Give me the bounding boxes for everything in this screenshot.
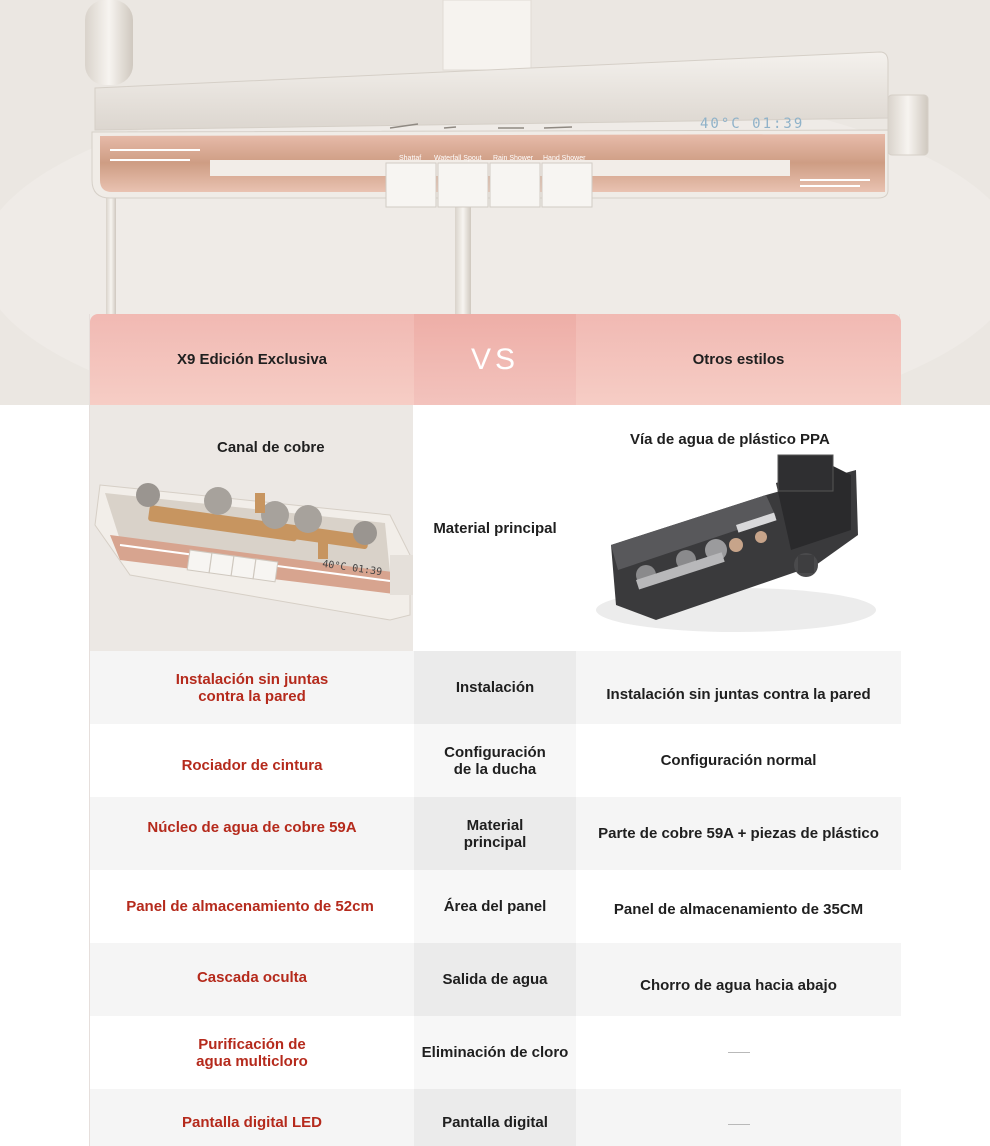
copper-channel-image — [90, 405, 413, 651]
row4-left: Panel de almacenamiento de 52cm — [90, 870, 414, 943]
header-right: Otros estilos — [576, 314, 901, 405]
row1-right: Instalación sin juntas contra la pared — [576, 651, 901, 724]
row4-right: Panel de almacenamiento de 35CM — [576, 870, 901, 943]
row5-left: Cascada oculta — [90, 943, 414, 1016]
row3-left: Núcleo de agua de cobre 59A — [90, 797, 414, 870]
row7-right-dash — [728, 1124, 750, 1125]
button-label-hand: Hand Shower — [543, 155, 586, 162]
header-left: X9 Edición Exclusiva — [90, 314, 414, 405]
row1-left-line1: Instalación sin juntas — [175, 670, 329, 688]
row7-mid: Pantalla digital — [414, 1089, 576, 1146]
row3-mid — [414, 797, 576, 870]
row6-right-dash — [728, 1052, 750, 1053]
row7-right — [576, 1089, 901, 1146]
copper-display: 40°C 01:39 — [321, 558, 383, 579]
comparison-table — [89, 314, 900, 1146]
row3-mid-line1: Material — [466, 816, 524, 834]
copper-channel-caption: Canal de cobre — [217, 439, 325, 456]
plastic-waterway-caption: Vía de agua de plástico PPA — [630, 431, 830, 448]
row3-mid-line2: principal — [463, 833, 527, 851]
row2-left: Rociador de cintura — [90, 724, 414, 797]
button-label-shattaf: Shattaf — [399, 155, 422, 162]
row4-mid: Área del panel — [414, 870, 576, 943]
row5-right: Chorro de agua hacia abajo — [576, 943, 901, 1016]
row6-left — [90, 1016, 414, 1089]
row6-mid: Eliminación de cloro — [414, 1016, 576, 1089]
row2-mid-line2: de la ducha — [453, 760, 537, 778]
button-label-waterfall: Waterfall Spout — [434, 155, 482, 162]
row6-left-line1: Purificación de — [198, 1035, 306, 1053]
row3-right: Parte de cobre 59A + piezas de plástico — [576, 797, 901, 870]
row2-mid — [414, 724, 576, 797]
row1-left-line2: contra la pared — [198, 687, 306, 705]
row2-right: Configuración normal — [576, 724, 901, 797]
plastic-waterway-image — [576, 405, 901, 651]
row2-mid-line1: Configuración — [444, 743, 546, 761]
row7-left: Pantalla digital LED — [90, 1089, 414, 1146]
header-vs: VS — [414, 314, 576, 405]
row6-right — [576, 1016, 901, 1089]
button-label-rain: Rain Shower — [493, 155, 534, 162]
image-row-mid-label: Material principal — [414, 405, 576, 651]
row1-left — [90, 651, 414, 724]
temperature-display: 40°C 01:39 — [700, 116, 805, 132]
row1-mid: Instalación — [414, 651, 576, 724]
row5-mid: Salida de agua — [414, 943, 576, 1016]
row6-left-line2: agua multicloro — [196, 1052, 308, 1070]
